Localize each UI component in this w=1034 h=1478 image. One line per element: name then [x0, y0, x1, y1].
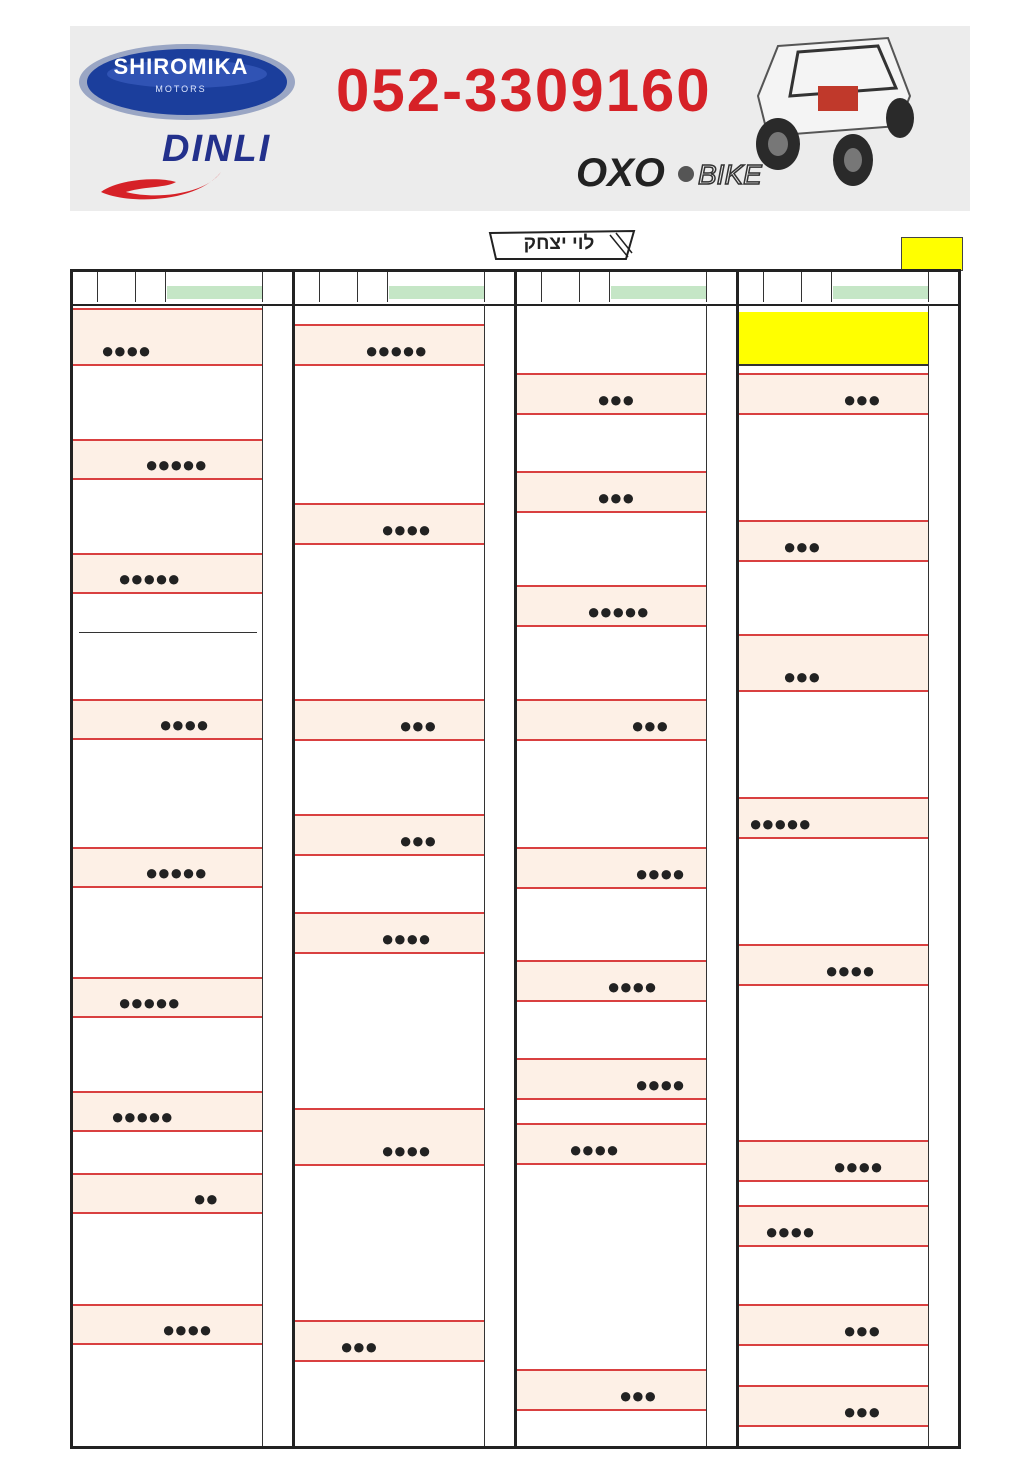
- table-row: [295, 324, 484, 366]
- dinli-swoosh-icon: [96, 164, 226, 204]
- rating-dots: ●●●●●: [145, 860, 207, 885]
- divider-line: [79, 632, 257, 633]
- phone-number: 052-3309160: [336, 57, 712, 124]
- table-row: [295, 912, 484, 954]
- rating-dots: ●●●●: [833, 1154, 883, 1179]
- rating-dots: ●●●: [843, 1318, 880, 1343]
- table-row: [739, 1205, 928, 1247]
- rating-dots: ●●●●: [162, 1317, 212, 1342]
- header-cell: [97, 272, 136, 302]
- table-row: [73, 1173, 262, 1214]
- table-row: [73, 847, 262, 888]
- header-cell: [928, 272, 929, 302]
- header-logo-text: לוי יצחק: [523, 233, 595, 254]
- oxo-bike-logo: [574, 148, 804, 198]
- table-row: [739, 944, 928, 986]
- table-row: [517, 960, 706, 1002]
- rating-dots: ●●●●: [381, 1138, 431, 1163]
- rating-dots: ●●●●: [635, 861, 685, 886]
- column-header: [517, 272, 736, 306]
- table-row: [73, 439, 262, 480]
- dinli-logo-text: DINLI: [162, 128, 272, 170]
- header-green-bar: [389, 286, 484, 299]
- svg-text:BIKE: BIKE: [698, 159, 762, 190]
- highlight-block: [739, 312, 928, 366]
- rating-dots: ●●●: [340, 1334, 377, 1359]
- svg-text:OXO: OXO: [576, 151, 665, 195]
- rating-dots: ●●●: [843, 387, 880, 412]
- header-cell: [763, 272, 802, 302]
- table-row: [739, 797, 928, 839]
- rating-dots: ●●●●: [607, 974, 657, 999]
- yellow-tag: [901, 237, 963, 271]
- table-row: [517, 1058, 706, 1100]
- table-row: [295, 1320, 484, 1362]
- rating-dots: ●●●●●: [118, 566, 180, 591]
- rating-dots: ●●●: [399, 828, 436, 853]
- header-cell: [262, 272, 263, 302]
- header-green-bar: [611, 286, 706, 299]
- header-green-bar: [833, 286, 928, 299]
- rating-dots: ●●●●: [635, 1072, 685, 1097]
- table-column-2: [295, 272, 517, 1446]
- header-cell: [739, 272, 764, 302]
- rating-dots: ●●●: [597, 485, 634, 510]
- table-row: [739, 520, 928, 562]
- table-column-1: [73, 272, 295, 1446]
- header-cell: [801, 272, 832, 302]
- table-row: [295, 503, 484, 545]
- table-row: [739, 1385, 928, 1427]
- table-row: [517, 847, 706, 889]
- table-row: [73, 977, 262, 1018]
- table-row: [295, 814, 484, 856]
- header-cell: [484, 272, 485, 302]
- table-row: [517, 1123, 706, 1165]
- table-row: [517, 471, 706, 513]
- rating-dots: ●●●●●: [111, 1104, 173, 1129]
- column-header: [739, 272, 958, 306]
- shiromika-sublabel: MOTORS: [155, 84, 207, 94]
- rating-dots: ●●●●: [569, 1137, 619, 1162]
- rating-dots: ●●●: [783, 534, 820, 559]
- table-row: [517, 585, 706, 627]
- rating-dots: ●●●●●: [145, 452, 207, 477]
- rating-dots: ●●●: [619, 1383, 656, 1408]
- header-cell: [706, 272, 707, 302]
- table-row: [295, 1108, 484, 1166]
- table-row: [739, 1304, 928, 1346]
- table-column-3: [517, 272, 739, 1446]
- rating-dots: ●●●●: [159, 712, 209, 737]
- number-strip-divider: [484, 304, 485, 1446]
- number-strip-divider: [928, 304, 929, 1446]
- rating-dots: ●●●●●: [587, 599, 649, 624]
- header-cell: [135, 272, 166, 302]
- header-cell: [357, 272, 388, 302]
- rating-dots: ●●●●●: [749, 811, 811, 836]
- table-row: [739, 1140, 928, 1182]
- table-row: [517, 1369, 706, 1411]
- rating-dots: ●●●●: [765, 1219, 815, 1244]
- rating-dots: ●●●●●: [118, 990, 180, 1015]
- table-row: [73, 308, 262, 366]
- header-green-bar: [167, 286, 262, 299]
- table-row: [295, 699, 484, 741]
- rating-dots: ●●●: [783, 664, 820, 689]
- header-cell: [295, 272, 320, 302]
- table-row: [73, 553, 262, 594]
- table-row: [73, 1304, 262, 1345]
- table-column-4: [739, 272, 958, 1446]
- table-row: [73, 699, 262, 740]
- rating-dots: ●●●●: [381, 926, 431, 951]
- rating-dots: ●●●: [399, 713, 436, 738]
- table-row: [739, 634, 928, 692]
- table-row: [517, 699, 706, 741]
- rating-dots: ●●●●: [381, 517, 431, 542]
- rating-dots: ●●●: [631, 713, 668, 738]
- header-cell: [579, 272, 610, 302]
- column-header: [73, 272, 292, 306]
- rating-dots: ●●: [193, 1186, 218, 1211]
- table-row: [73, 1091, 262, 1132]
- number-strip-divider: [706, 304, 707, 1446]
- rating-dots: ●●●●: [825, 958, 875, 983]
- header-cell: [73, 272, 98, 302]
- table-row: [517, 373, 706, 415]
- header-cell: [319, 272, 358, 302]
- header-cell: [517, 272, 542, 302]
- shiromika-label: SHIROMIKA: [113, 54, 249, 79]
- rating-dots: ●●●●: [101, 338, 151, 363]
- shiromika-logo: [76, 40, 298, 124]
- header-cell: [541, 272, 580, 302]
- schedule-table: [70, 269, 961, 1449]
- number-strip-divider: [262, 304, 263, 1446]
- rating-dots: ●●●●●: [365, 338, 427, 363]
- brand-banner: [70, 26, 970, 211]
- column-header: [295, 272, 514, 306]
- rating-dots: ●●●: [597, 387, 634, 412]
- rating-dots: ●●●: [843, 1399, 880, 1424]
- table-row: [739, 373, 928, 415]
